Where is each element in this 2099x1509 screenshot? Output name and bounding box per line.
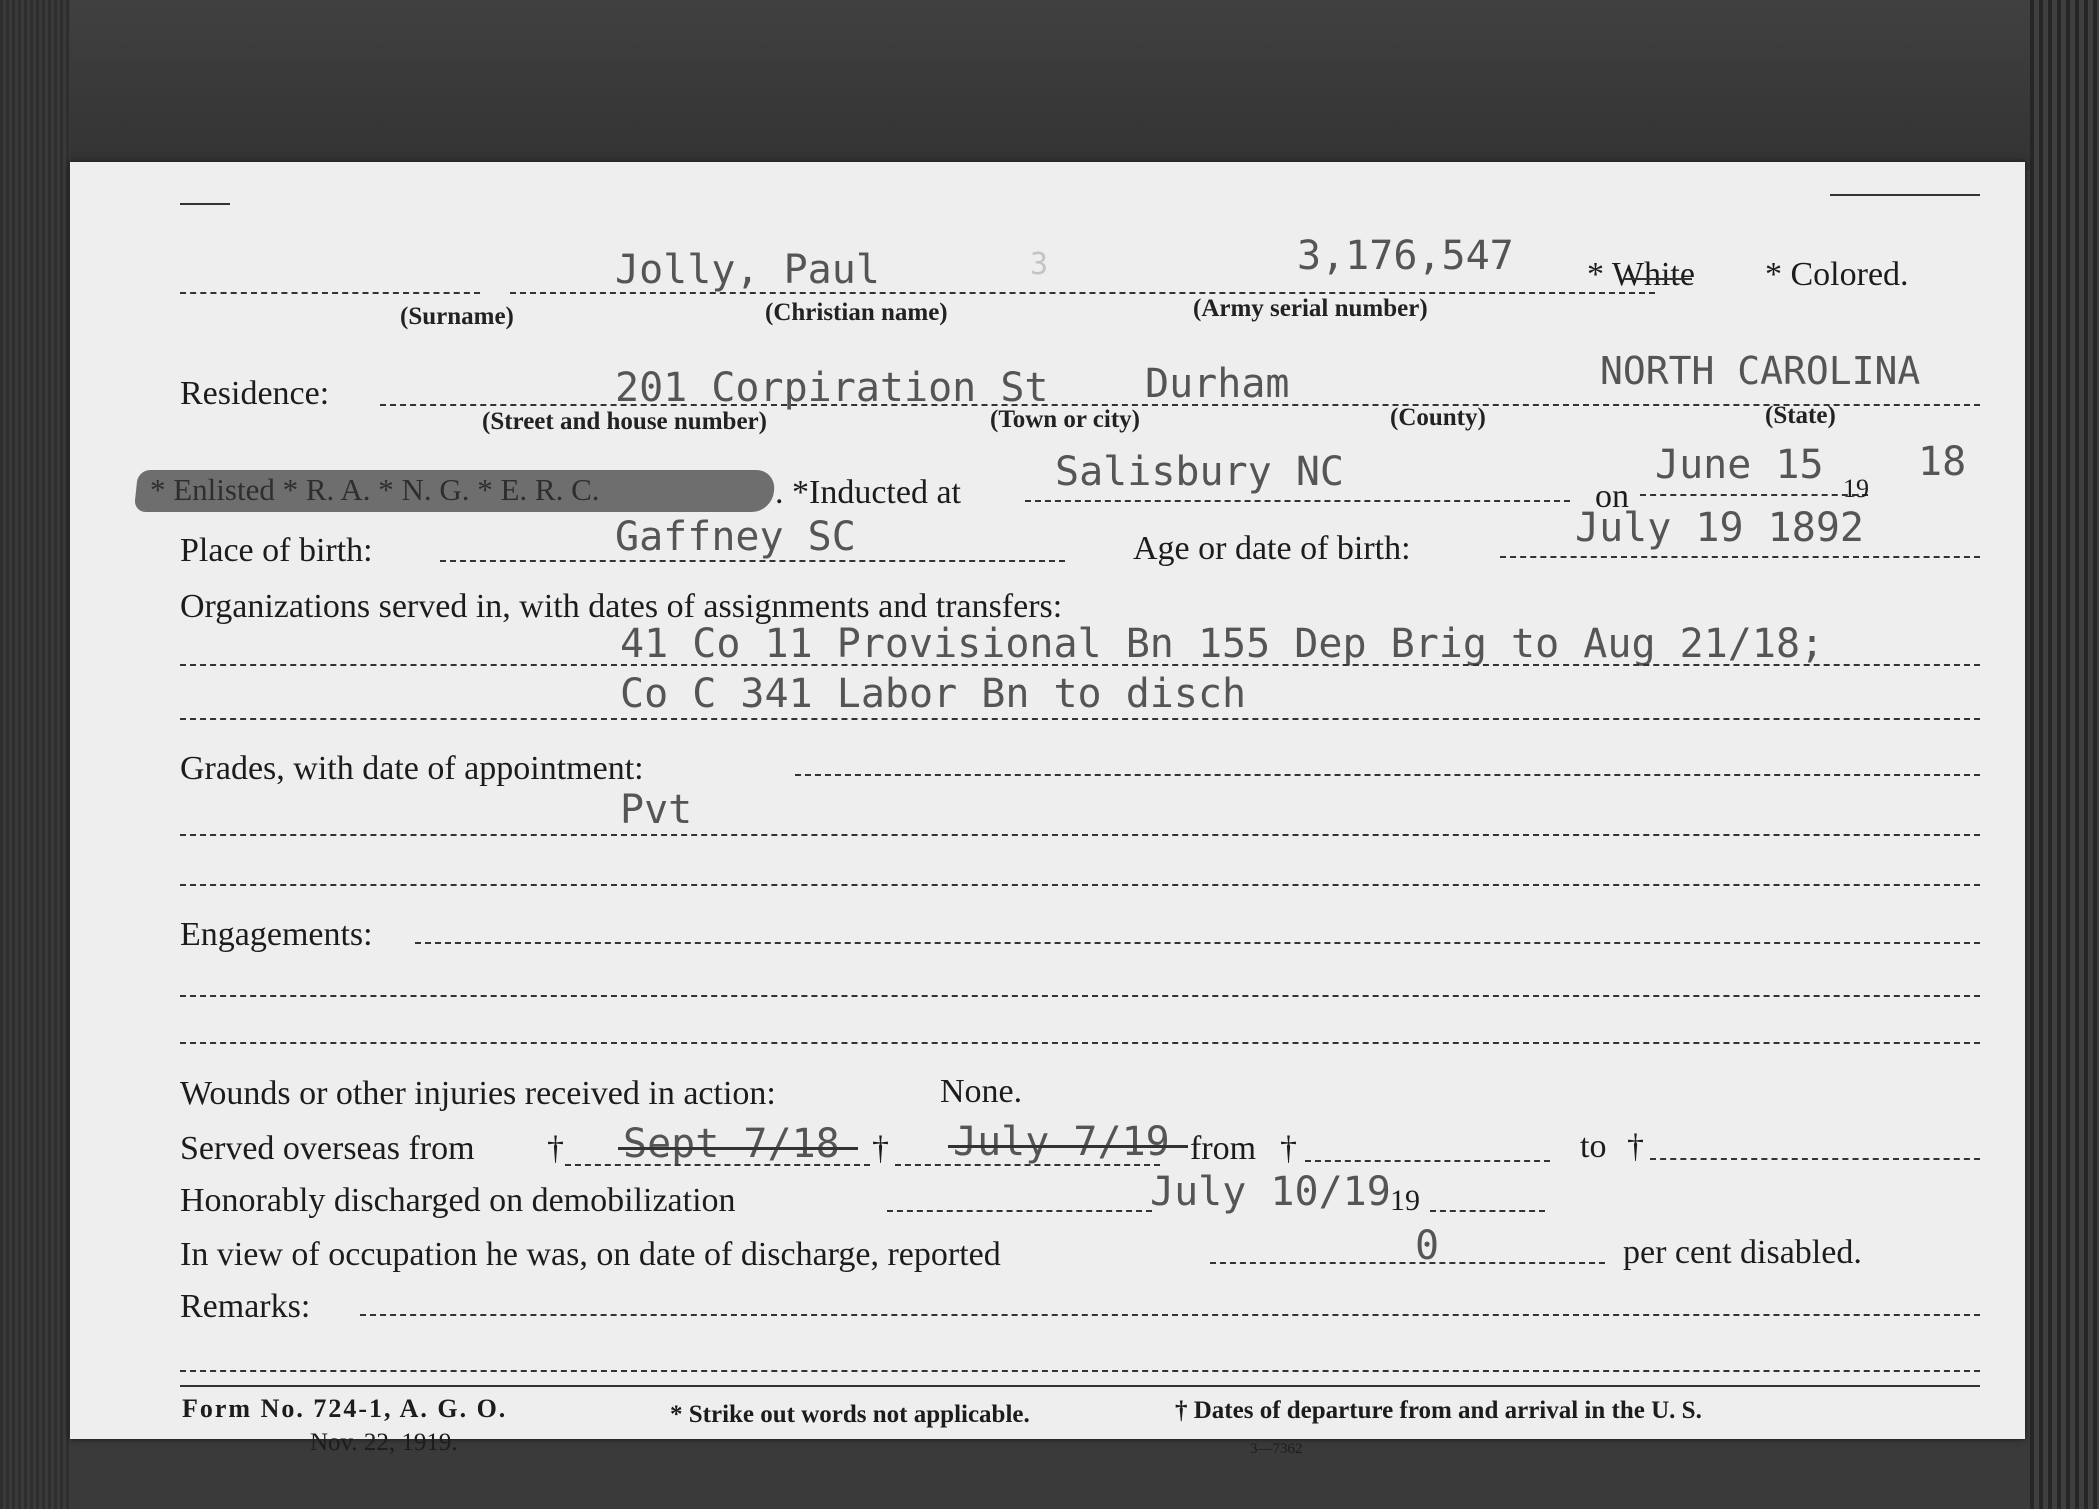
engagements-rule-2: [180, 995, 1980, 997]
inducted-place-value: Salisbury NC: [1055, 449, 1344, 495]
residence-label: Residence:: [180, 375, 330, 412]
grades-rule-2: [180, 834, 1980, 836]
faint-mark: 3: [1030, 247, 1049, 282]
residence-street-value: 201 Corpiration St: [615, 365, 1049, 411]
surname-line: [180, 292, 480, 294]
served-overseas-label: Served overseas from: [180, 1130, 475, 1167]
age-date-of-birth-label: Age or date of birth:: [1133, 530, 1411, 567]
state-caption: (State): [1765, 402, 1836, 429]
race-white-option: * White: [1587, 256, 1695, 293]
name-serial-line: [510, 292, 1655, 294]
discharge-year-suffix: 19: [1390, 1184, 1420, 1217]
overseas-departure-date: Sept 7/18: [623, 1121, 840, 1167]
street-caption: (Street and house number): [482, 408, 767, 435]
overseas-departure-strikeout: [618, 1147, 858, 1150]
dates-of-departure-note: † Dates of departure from and arrival in the U. S.: [1175, 1397, 1702, 1424]
background-top: [0, 0, 2099, 170]
organizations-rule-1: [180, 664, 1980, 666]
inducted-date-line: [1640, 494, 1868, 496]
inducted-year-value: 18: [1918, 439, 1967, 485]
form-number: Form No. 724-1, A. G. O.: [182, 1394, 508, 1423]
date-of-birth-value: July 19 1892: [1575, 505, 1864, 551]
top-right-rule: [1830, 194, 1980, 196]
grades-value: Pvt: [620, 787, 693, 833]
overseas-from-label: from: [1190, 1130, 1257, 1167]
race-white-strikeout: [1624, 278, 1692, 280]
inducted-date-value: June 15: [1655, 442, 1824, 488]
disability-percent-value: 0: [1415, 1223, 1440, 1269]
disability-label: In view of occupation he was, on date of discharge, reported: [180, 1236, 1001, 1273]
remarks-label: Remarks:: [180, 1288, 311, 1325]
town-caption: (Town or city): [990, 406, 1140, 433]
army-serial-number-value: 3,176,547: [1297, 233, 1514, 279]
christian-name-caption: (Christian name): [765, 299, 948, 326]
inducted-year-prefix: 19: [1843, 474, 1869, 503]
wounds-value: None.: [940, 1073, 1023, 1110]
engagements-label: Engagements:: [180, 916, 373, 953]
organizations-rule-2: [180, 718, 1980, 720]
place-of-birth-value: Gaffney SC: [615, 514, 856, 560]
discharge-date-value: July 10/19: [1150, 1169, 1391, 1215]
grades-rule-3: [180, 884, 1980, 886]
surname-caption: (Surname): [400, 303, 514, 330]
overseas-to-label: to: [1580, 1128, 1607, 1165]
discharge-line-2: [1430, 1210, 1545, 1212]
residence-town-value: Durham: [1145, 361, 1290, 407]
inducted-place-line: [1025, 500, 1570, 502]
overseas-arrival-date: July 7/19: [953, 1119, 1170, 1165]
residence-line: [380, 404, 1980, 406]
overseas-dagger-4: †: [1627, 1128, 1644, 1165]
residence-state-value: NORTH CAROLINA: [1600, 349, 1921, 393]
serial-caption: (Army serial number): [1193, 295, 1428, 322]
overseas-dagger-2: †: [872, 1130, 889, 1167]
form-date: Nov. 22, 1919.: [310, 1429, 458, 1456]
inducted-on-label: on: [1595, 478, 1629, 515]
disability-line: [1210, 1262, 1605, 1264]
remarks-rule-2: [180, 1370, 1980, 1372]
county-caption: (County): [1390, 404, 1486, 431]
overseas-to-line: [1650, 1158, 1980, 1160]
discharge-label: Honorably discharged on demobilization: [180, 1182, 736, 1219]
service-record-card: [70, 162, 2025, 1457]
binder-edge-left: [0, 0, 70, 1509]
overseas-arrival-strikeout: [948, 1145, 1188, 1148]
wounds-label: Wounds or other injuries received in action:: [180, 1075, 776, 1112]
strike-out-note: * Strike out words not applicable.: [670, 1401, 1030, 1428]
organizations-line-1: 41 Co 11 Provisional Bn 155 Dep Brig to Aug 21/18;: [620, 621, 1825, 667]
overseas-from-line: [1305, 1160, 1550, 1162]
race-colored-option: * Colored.: [1765, 256, 1909, 293]
discharge-line: [887, 1210, 1152, 1212]
place-of-birth-label: Place of birth:: [180, 532, 373, 569]
engagements-rule-3: [180, 1042, 1980, 1044]
engagements-rule-1: [415, 942, 1980, 944]
footer-rule: [180, 1385, 1980, 1387]
organizations-label: Organizations served in, with dates of assignments and transfers:: [180, 588, 1063, 625]
top-left-rule: [180, 203, 230, 205]
per-cent-disabled-label: per cent disabled.: [1623, 1234, 1862, 1271]
remarks-rule-1: [360, 1314, 1980, 1316]
inducted-at-label: . *Inducted at: [775, 474, 961, 511]
overseas-dagger-3: †: [1280, 1130, 1297, 1167]
overseas-departure-line: [565, 1164, 870, 1166]
organizations-line-2: Co C 341 Labor Bn to disch: [620, 671, 1247, 717]
place-of-birth-line: [440, 560, 1065, 562]
overseas-arrival-line: [895, 1164, 1160, 1166]
overseas-dagger-1: †: [547, 1130, 564, 1167]
grades-label: Grades, with date of appointment:: [180, 750, 644, 787]
enlisted-options: * Enlisted * R. A. * N. G. * E. R. C.: [150, 472, 600, 507]
print-code: 3—7362: [1250, 1441, 1303, 1457]
binder-edge-right: [2030, 0, 2099, 1509]
surname-christian-name-value: Jolly, Paul: [615, 247, 880, 293]
date-of-birth-line: [1500, 556, 1980, 558]
grades-rule-1: [795, 774, 1980, 776]
